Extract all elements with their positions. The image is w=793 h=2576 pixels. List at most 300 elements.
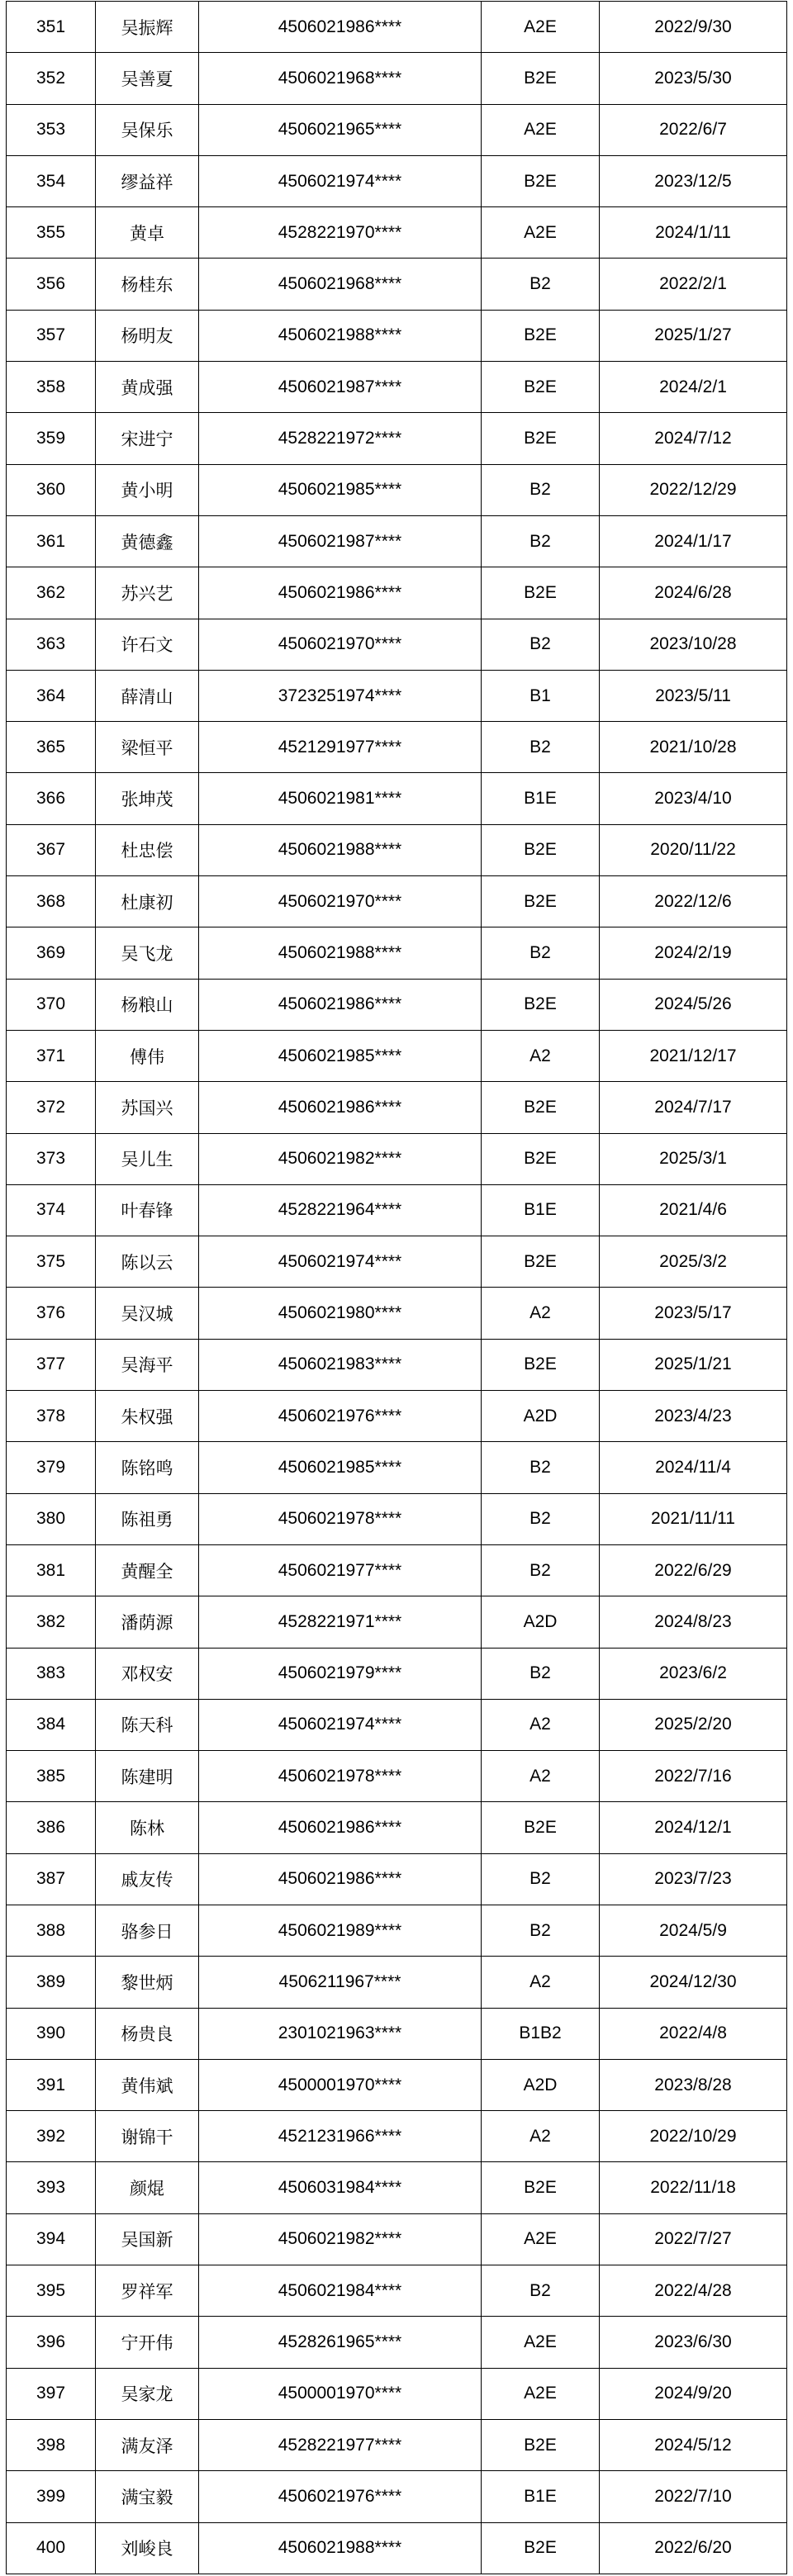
row-number-cell: 392 xyxy=(7,2111,96,2162)
row-number-cell: 385 xyxy=(7,1751,96,1802)
date-cell: 2024/2/19 xyxy=(600,927,787,979)
row-number-cell: 398 xyxy=(7,2419,96,2470)
license-class-cell: B2E xyxy=(482,567,600,619)
row-number-cell: 397 xyxy=(7,2368,96,2419)
name-cell: 苏国兴 xyxy=(96,1082,199,1133)
date-cell: 2024/5/12 xyxy=(600,2419,787,2470)
license-class-cell: B2E xyxy=(482,876,600,927)
row-number-cell: 394 xyxy=(7,2213,96,2265)
table-row xyxy=(7,2317,787,2368)
id-number-cell: 4506021988**** xyxy=(199,310,482,361)
id-number-cell: 4506021974**** xyxy=(199,1699,482,1750)
license-class-cell: A2E xyxy=(482,2317,600,2368)
date-cell: 2022/6/7 xyxy=(600,104,787,155)
name-cell: 黄伟斌 xyxy=(96,2059,199,2110)
row-number-cell: 372 xyxy=(7,1082,96,1133)
id-number-cell: 4506021976**** xyxy=(199,1391,482,1442)
table-row xyxy=(7,2265,787,2317)
row-number-cell: 370 xyxy=(7,979,96,1030)
table-row xyxy=(7,2522,787,2574)
date-cell: 2024/2/1 xyxy=(600,362,787,413)
date-cell: 2023/7/23 xyxy=(600,1853,787,1905)
row-number-cell: 383 xyxy=(7,1648,96,1699)
id-number-cell: 3723251974**** xyxy=(199,670,482,721)
id-number-cell: 4528221972**** xyxy=(199,413,482,464)
id-number-cell: 4506021986**** xyxy=(199,1082,482,1133)
row-number-cell: 360 xyxy=(7,464,96,515)
name-cell: 吴家龙 xyxy=(96,2368,199,2419)
name-cell: 杨粮山 xyxy=(96,979,199,1030)
license-class-cell: B2E xyxy=(482,53,600,104)
row-number-cell: 365 xyxy=(7,722,96,773)
name-cell: 许石文 xyxy=(96,619,199,670)
row-number-cell: 395 xyxy=(7,2265,96,2317)
date-cell: 2022/4/28 xyxy=(600,2265,787,2317)
license-class-cell: A2E xyxy=(482,207,600,259)
id-number-cell: 4500001970**** xyxy=(199,2368,482,2419)
table-row xyxy=(7,567,787,619)
id-number-cell: 4506021968**** xyxy=(199,53,482,104)
table-row xyxy=(7,155,787,206)
id-number-cell: 4506021985**** xyxy=(199,1030,482,1081)
date-cell: 2023/10/28 xyxy=(600,619,787,670)
row-number-cell: 382 xyxy=(7,1596,96,1648)
date-cell: 2022/10/29 xyxy=(600,2111,787,2162)
table-row xyxy=(7,1751,787,1802)
date-cell: 2022/12/29 xyxy=(600,464,787,515)
date-cell: 2021/11/11 xyxy=(600,1493,787,1544)
license-class-cell: B2 xyxy=(482,515,600,567)
name-cell: 吴振辉 xyxy=(96,2,199,53)
name-cell: 颜焜 xyxy=(96,2162,199,2213)
date-cell: 2023/6/2 xyxy=(600,1648,787,1699)
date-cell: 2023/6/30 xyxy=(600,2317,787,2368)
table-row xyxy=(7,1699,787,1750)
row-number-cell: 356 xyxy=(7,259,96,310)
license-class-cell: A2 xyxy=(482,1030,600,1081)
row-number-cell: 355 xyxy=(7,207,96,259)
row-number-cell: 393 xyxy=(7,2162,96,2213)
name-cell: 黄成强 xyxy=(96,362,199,413)
id-number-cell: 4506021968**** xyxy=(199,259,482,310)
table-row xyxy=(7,362,787,413)
id-number-cell: 4506021976**** xyxy=(199,2471,482,2522)
table-row xyxy=(7,1957,787,2008)
row-number-cell: 379 xyxy=(7,1442,96,1493)
name-cell: 吴汉城 xyxy=(96,1288,199,1339)
table-row xyxy=(7,2213,787,2265)
row-number-cell: 367 xyxy=(7,824,96,875)
date-cell: 2022/4/8 xyxy=(600,2008,787,2059)
id-number-cell: 4506021982**** xyxy=(199,2213,482,2265)
name-cell: 刘峻良 xyxy=(96,2522,199,2574)
table-row xyxy=(7,2162,787,2213)
row-number-cell: 384 xyxy=(7,1699,96,1750)
id-number-cell: 4506021987**** xyxy=(199,515,482,567)
name-cell: 缪益祥 xyxy=(96,155,199,206)
name-cell: 陈铭鸣 xyxy=(96,1442,199,1493)
license-class-cell: B1E xyxy=(482,2471,600,2522)
license-class-cell: B2E xyxy=(482,1082,600,1133)
date-cell: 2024/8/23 xyxy=(600,1596,787,1648)
id-number-cell: 4506031984**** xyxy=(199,2162,482,2213)
table-row xyxy=(7,2059,787,2110)
license-class-cell: B2 xyxy=(482,1905,600,1956)
id-number-cell: 4506021977**** xyxy=(199,1544,482,1596)
name-cell: 薛清山 xyxy=(96,670,199,721)
id-number-cell: 4528261965**** xyxy=(199,2317,482,2368)
table-row xyxy=(7,1339,787,1390)
table-row xyxy=(7,1648,787,1699)
row-number-cell: 374 xyxy=(7,1184,96,1236)
row-number-cell: 364 xyxy=(7,670,96,721)
row-number-cell: 368 xyxy=(7,876,96,927)
license-class-cell: B2E xyxy=(482,1802,600,1853)
table-row xyxy=(7,515,787,567)
license-class-cell: B2 xyxy=(482,464,600,515)
date-cell: 2022/9/30 xyxy=(600,2,787,53)
table-row xyxy=(7,53,787,104)
name-cell: 杨明友 xyxy=(96,310,199,361)
date-cell: 2022/7/16 xyxy=(600,1751,787,1802)
name-cell: 陈天科 xyxy=(96,1699,199,1750)
license-class-cell: B2E xyxy=(482,362,600,413)
table-body xyxy=(7,2,787,2574)
name-cell: 吴国新 xyxy=(96,2213,199,2265)
table-row xyxy=(7,2419,787,2470)
date-cell: 2024/5/26 xyxy=(600,979,787,1030)
date-cell: 2024/5/9 xyxy=(600,1905,787,1956)
row-number-cell: 353 xyxy=(7,104,96,155)
license-table xyxy=(6,1,787,2574)
name-cell: 黄小明 xyxy=(96,464,199,515)
id-number-cell: 4506021974**** xyxy=(199,155,482,206)
date-cell: 2025/3/2 xyxy=(600,1236,787,1288)
license-class-cell: B1E xyxy=(482,773,600,824)
license-class-cell: B2E xyxy=(482,979,600,1030)
date-cell: 2023/5/17 xyxy=(600,1288,787,1339)
date-cell: 2020/11/22 xyxy=(600,824,787,875)
table-row xyxy=(7,773,787,824)
table-row xyxy=(7,1184,787,1236)
id-number-cell: 4506021985**** xyxy=(199,464,482,515)
date-cell: 2024/7/17 xyxy=(600,1082,787,1133)
table-row xyxy=(7,1442,787,1493)
license-class-cell: B2 xyxy=(482,927,600,979)
date-cell: 2024/6/28 xyxy=(600,567,787,619)
id-number-cell: 4506021970**** xyxy=(199,876,482,927)
id-number-cell: 4506021978**** xyxy=(199,1493,482,1544)
date-cell: 2022/7/10 xyxy=(600,2471,787,2522)
license-class-cell: A2D xyxy=(482,1391,600,1442)
row-number-cell: 391 xyxy=(7,2059,96,2110)
table-row xyxy=(7,1288,787,1339)
table-row xyxy=(7,927,787,979)
row-number-cell: 399 xyxy=(7,2471,96,2522)
id-number-cell: 4506021981**** xyxy=(199,773,482,824)
id-number-cell: 4528221970**** xyxy=(199,207,482,259)
license-class-cell: B2E xyxy=(482,413,600,464)
name-cell: 陈林 xyxy=(96,1802,199,1853)
date-cell: 2023/4/23 xyxy=(600,1391,787,1442)
row-number-cell: 400 xyxy=(7,2522,96,2574)
date-cell: 2022/6/29 xyxy=(600,1544,787,1596)
id-number-cell: 4506211967**** xyxy=(199,1957,482,2008)
name-cell: 谢锦干 xyxy=(96,2111,199,2162)
id-number-cell: 4506021988**** xyxy=(199,927,482,979)
table-row xyxy=(7,670,787,721)
table-row xyxy=(7,2,787,53)
name-cell: 吴保乐 xyxy=(96,104,199,155)
date-cell: 2024/9/20 xyxy=(600,2368,787,2419)
table-row xyxy=(7,464,787,515)
date-cell: 2025/1/21 xyxy=(600,1339,787,1390)
license-class-cell: A2 xyxy=(482,2111,600,2162)
id-number-cell: 4506021986**** xyxy=(199,2,482,53)
row-number-cell: 381 xyxy=(7,1544,96,1596)
date-cell: 2022/12/6 xyxy=(600,876,787,927)
license-class-cell: B2 xyxy=(482,2265,600,2317)
license-class-cell: B2E xyxy=(482,155,600,206)
id-number-cell: 4506021984**** xyxy=(199,2265,482,2317)
license-class-cell: A2E xyxy=(482,2368,600,2419)
name-cell: 陈祖勇 xyxy=(96,1493,199,1544)
name-cell: 满友泽 xyxy=(96,2419,199,2470)
name-cell: 梁恒平 xyxy=(96,722,199,773)
date-cell: 2021/10/28 xyxy=(600,722,787,773)
date-cell: 2024/12/1 xyxy=(600,1802,787,1853)
row-number-cell: 371 xyxy=(7,1030,96,1081)
row-number-cell: 389 xyxy=(7,1957,96,2008)
table-row xyxy=(7,1596,787,1648)
name-cell: 黄醒全 xyxy=(96,1544,199,1596)
id-number-cell: 4506021989**** xyxy=(199,1905,482,1956)
name-cell: 苏兴艺 xyxy=(96,567,199,619)
table-row xyxy=(7,824,787,875)
table-row xyxy=(7,2471,787,2522)
id-number-cell: 2301021963**** xyxy=(199,2008,482,2059)
license-class-cell: B2E xyxy=(482,824,600,875)
row-number-cell: 351 xyxy=(7,2,96,53)
license-class-cell: A2E xyxy=(482,2213,600,2265)
name-cell: 宋进宁 xyxy=(96,413,199,464)
row-number-cell: 377 xyxy=(7,1339,96,1390)
row-number-cell: 358 xyxy=(7,362,96,413)
name-cell: 张坤茂 xyxy=(96,773,199,824)
license-class-cell: B2 xyxy=(482,1544,600,1596)
name-cell: 陈以云 xyxy=(96,1236,199,1288)
name-cell: 黄卓 xyxy=(96,207,199,259)
table-row xyxy=(7,207,787,259)
table-row xyxy=(7,979,787,1030)
date-cell: 2023/4/10 xyxy=(600,773,787,824)
date-cell: 2024/1/11 xyxy=(600,207,787,259)
id-number-cell: 4506021979**** xyxy=(199,1648,482,1699)
id-number-cell: 4506021986**** xyxy=(199,1853,482,1905)
name-cell: 叶春锋 xyxy=(96,1184,199,1236)
id-number-cell: 4506021980**** xyxy=(199,1288,482,1339)
table-row xyxy=(7,1133,787,1184)
license-class-cell: B2E xyxy=(482,2162,600,2213)
date-cell: 2023/8/28 xyxy=(600,2059,787,2110)
table-row xyxy=(7,104,787,155)
name-cell: 杨贵良 xyxy=(96,2008,199,2059)
table-row xyxy=(7,1802,787,1853)
license-class-cell: A2 xyxy=(482,1751,600,1802)
name-cell: 吴海平 xyxy=(96,1339,199,1390)
license-class-cell: A2D xyxy=(482,1596,600,1648)
date-cell: 2024/1/17 xyxy=(600,515,787,567)
row-number-cell: 352 xyxy=(7,53,96,104)
id-number-cell: 4506021988**** xyxy=(199,824,482,875)
table-row xyxy=(7,876,787,927)
name-cell: 杨桂东 xyxy=(96,259,199,310)
table-row xyxy=(7,1030,787,1081)
date-cell: 2023/5/30 xyxy=(600,53,787,104)
row-number-cell: 396 xyxy=(7,2317,96,2368)
row-number-cell: 376 xyxy=(7,1288,96,1339)
id-number-cell: 4521291977**** xyxy=(199,722,482,773)
table-row xyxy=(7,2111,787,2162)
name-cell: 傅伟 xyxy=(96,1030,199,1081)
id-number-cell: 4506021974**** xyxy=(199,1236,482,1288)
license-class-cell: B2E xyxy=(482,310,600,361)
id-number-cell: 4506021982**** xyxy=(199,1133,482,1184)
table-row xyxy=(7,413,787,464)
date-cell: 2021/4/6 xyxy=(600,1184,787,1236)
id-number-cell: 4506021986**** xyxy=(199,567,482,619)
license-class-cell: A2E xyxy=(482,2,600,53)
license-class-cell: B2E xyxy=(482,2522,600,2574)
name-cell: 邓权安 xyxy=(96,1648,199,1699)
row-number-cell: 359 xyxy=(7,413,96,464)
table-row xyxy=(7,1493,787,1544)
date-cell: 2023/5/11 xyxy=(600,670,787,721)
license-class-cell: A2 xyxy=(482,1957,600,2008)
id-number-cell: 4506021978**** xyxy=(199,1751,482,1802)
license-class-cell: B2 xyxy=(482,619,600,670)
license-class-cell: B2 xyxy=(482,1493,600,1544)
table-row xyxy=(7,1905,787,1956)
license-class-cell: B2 xyxy=(482,259,600,310)
date-cell: 2025/3/1 xyxy=(600,1133,787,1184)
date-cell: 2025/1/27 xyxy=(600,310,787,361)
row-number-cell: 375 xyxy=(7,1236,96,1288)
row-number-cell: 378 xyxy=(7,1391,96,1442)
id-number-cell: 4528221971**** xyxy=(199,1596,482,1648)
license-class-cell: B2E xyxy=(482,1339,600,1390)
name-cell: 吴儿生 xyxy=(96,1133,199,1184)
date-cell: 2022/6/20 xyxy=(600,2522,787,2574)
name-cell: 戚友传 xyxy=(96,1853,199,1905)
id-number-cell: 4500001970**** xyxy=(199,2059,482,2110)
id-number-cell: 4506021965**** xyxy=(199,104,482,155)
date-cell: 2021/12/17 xyxy=(600,1030,787,1081)
license-class-cell: B2 xyxy=(482,1853,600,1905)
table-row xyxy=(7,722,787,773)
name-cell: 杜康初 xyxy=(96,876,199,927)
row-number-cell: 363 xyxy=(7,619,96,670)
date-cell: 2022/2/1 xyxy=(600,259,787,310)
name-cell: 朱权强 xyxy=(96,1391,199,1442)
date-cell: 2024/12/30 xyxy=(600,1957,787,2008)
id-number-cell: 4506021988**** xyxy=(199,2522,482,2574)
id-number-cell: 4521231966**** xyxy=(199,2111,482,2162)
license-class-cell: A2 xyxy=(482,1699,600,1750)
row-number-cell: 361 xyxy=(7,515,96,567)
name-cell: 黎世炳 xyxy=(96,1957,199,2008)
license-class-cell: B2 xyxy=(482,1648,600,1699)
name-cell: 满宝毅 xyxy=(96,2471,199,2522)
id-number-cell: 4528221964**** xyxy=(199,1184,482,1236)
row-number-cell: 366 xyxy=(7,773,96,824)
name-cell: 宁开伟 xyxy=(96,2317,199,2368)
date-cell: 2022/11/18 xyxy=(600,2162,787,2213)
row-number-cell: 390 xyxy=(7,2008,96,2059)
license-class-cell: B2 xyxy=(482,722,600,773)
id-number-cell: 4506021970**** xyxy=(199,619,482,670)
name-cell: 吴善夏 xyxy=(96,53,199,104)
license-class-cell: B2E xyxy=(482,1133,600,1184)
license-class-cell: B1E xyxy=(482,1184,600,1236)
id-number-cell: 4506021983**** xyxy=(199,1339,482,1390)
date-cell: 2024/7/12 xyxy=(600,413,787,464)
row-number-cell: 387 xyxy=(7,1853,96,1905)
license-class-cell: A2 xyxy=(482,1288,600,1339)
id-number-cell: 4506021985**** xyxy=(199,1442,482,1493)
id-number-cell: 4506021986**** xyxy=(199,1802,482,1853)
name-cell: 罗祥军 xyxy=(96,2265,199,2317)
row-number-cell: 362 xyxy=(7,567,96,619)
name-cell: 骆参日 xyxy=(96,1905,199,1956)
table-row xyxy=(7,2008,787,2059)
row-number-cell: 373 xyxy=(7,1133,96,1184)
license-class-cell: A2E xyxy=(482,104,600,155)
license-class-cell: A2D xyxy=(482,2059,600,2110)
name-cell: 黄德鑫 xyxy=(96,515,199,567)
license-class-cell: B2E xyxy=(482,2419,600,2470)
name-cell: 杜忠偿 xyxy=(96,824,199,875)
date-cell: 2023/12/5 xyxy=(600,155,787,206)
table-row xyxy=(7,259,787,310)
table-row xyxy=(7,619,787,670)
id-number-cell: 4528221977**** xyxy=(199,2419,482,2470)
row-number-cell: 388 xyxy=(7,1905,96,1956)
name-cell: 吴飞龙 xyxy=(96,927,199,979)
name-cell: 潘荫源 xyxy=(96,1596,199,1648)
date-cell: 2024/11/4 xyxy=(600,1442,787,1493)
table-row xyxy=(7,1391,787,1442)
table-row xyxy=(7,2368,787,2419)
date-cell: 2025/2/20 xyxy=(600,1699,787,1750)
table-row xyxy=(7,310,787,361)
row-number-cell: 354 xyxy=(7,155,96,206)
license-class-cell: B1 xyxy=(482,670,600,721)
table-row xyxy=(7,1236,787,1288)
row-number-cell: 380 xyxy=(7,1493,96,1544)
row-number-cell: 369 xyxy=(7,927,96,979)
table-row xyxy=(7,1853,787,1905)
id-number-cell: 4506021987**** xyxy=(199,362,482,413)
license-class-cell: B1B2 xyxy=(482,2008,600,2059)
table-row xyxy=(7,1544,787,1596)
row-number-cell: 357 xyxy=(7,310,96,361)
name-cell: 陈建明 xyxy=(96,1751,199,1802)
row-number-cell: 386 xyxy=(7,1802,96,1853)
date-cell: 2022/7/27 xyxy=(600,2213,787,2265)
license-class-cell: B2E xyxy=(482,1236,600,1288)
table-row xyxy=(7,1082,787,1133)
